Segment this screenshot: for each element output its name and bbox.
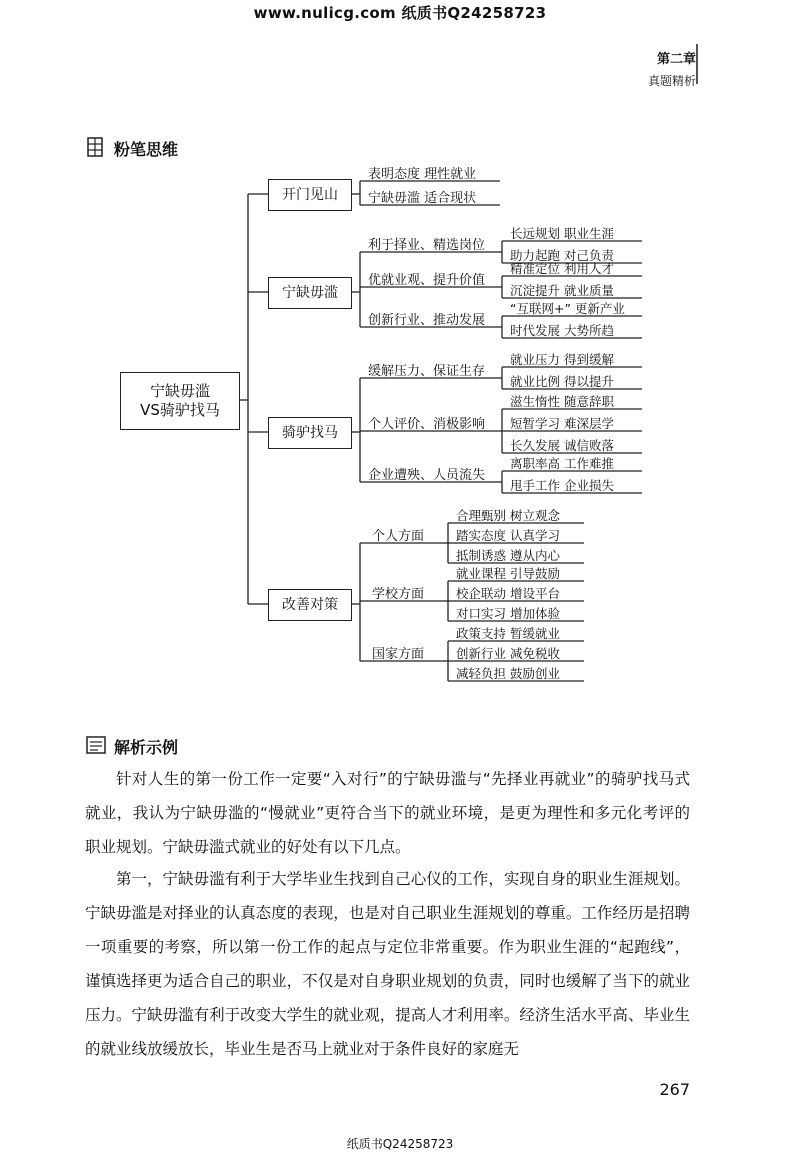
leaf-item: “互联网+” 更新产业 bbox=[510, 301, 625, 316]
leaf-item: 对口实习 增加体验 bbox=[456, 606, 560, 621]
leaf-item: 沉淀提升 就业质量 bbox=[510, 283, 614, 298]
root-node: 宁缺毋滥 VS骑驴找马 bbox=[120, 372, 240, 430]
leaf-item: 助力起跑 对己负责 bbox=[510, 248, 614, 263]
sub-item: 学校方面 bbox=[372, 587, 425, 602]
sub-item: 个人方面 bbox=[372, 529, 425, 544]
sub-item: 缓解压力、保证生存 bbox=[368, 364, 486, 379]
analysis-icon bbox=[86, 736, 106, 754]
leaf-item: 就业比例 得以提升 bbox=[510, 374, 614, 389]
leaf-item: 短暂学习 难深层学 bbox=[510, 416, 614, 431]
branch-node: 开门见山 bbox=[268, 179, 352, 211]
leaf-item: 滋生惰性 随意辞职 bbox=[510, 394, 614, 409]
leaf-item: 长久发展 诚信败落 bbox=[510, 438, 614, 453]
leaf-item: 就业压力 得到缓解 bbox=[510, 352, 614, 367]
sub-item: 利于择业、精选岗位 bbox=[368, 238, 486, 253]
leaf-item: 长远规划 职业生涯 bbox=[510, 226, 614, 241]
sub-item: 优就业观、提升价值 bbox=[368, 273, 486, 288]
leaf-item: 抵制诱惑 遵从内心 bbox=[456, 548, 560, 563]
leaf-item: 合理甄别 树立观念 bbox=[456, 508, 560, 523]
branch-node: 骑驴找马 bbox=[268, 417, 352, 449]
leaf-item: 精准定位 利用人才 bbox=[510, 261, 614, 276]
leaf-item: 政策支持 暂缓就业 bbox=[456, 626, 560, 641]
sub-item: 创新行业、推动发展 bbox=[368, 313, 486, 328]
sub-item: 个人评价、消极影响 bbox=[368, 417, 486, 432]
leaf-item: 校企联动 增设平台 bbox=[456, 586, 560, 601]
sub-item: 国家方面 bbox=[372, 647, 425, 662]
sub-item: 表明态度 理性就业 bbox=[368, 167, 477, 182]
branch-node: 宁缺毋滥 bbox=[268, 277, 352, 309]
chapter-subtitle: 真题精析 bbox=[647, 74, 696, 88]
leaf-item: 创新行业 减免税收 bbox=[456, 646, 560, 661]
leaf-item: 踏实态度 认真学习 bbox=[456, 528, 560, 543]
watermark-header: www.nulicg.com 纸质书Q24258723 bbox=[253, 4, 547, 22]
analysis-paragraph-2: 第一，宁缺毋滥有利于大学毕业生找到自己心仪的工作，实现自身的职业生涯规划。宁缺毋滥是对择业的认真态度的表现，也是对自己职业生涯规划的尊重。工作经历是招聘一项重要的考察，所以第一份工作的起点与定位非常重要。作为职业生涯的“起跑线”，谨慎选择更为适合自己的职业，不仅是对自身职业规划的负责，同时也缓解了当下的就业压力。宁缺毋滥有利于改变大学生的就业观，提高人才利用率。经济生活水平高、毕业生的就业线放缓放长，毕业生是否马上就业对于条件良好的家庭无 bbox=[85, 870, 690, 1058]
leaf-item: 减轻负担 鼓励创业 bbox=[456, 666, 560, 681]
footer-watermark: 纸质书Q24258723 bbox=[346, 1137, 454, 1151]
analysis-paragraph-1: 针对人生的第一份工作一定要“入对行”的宁缺毋滥与“先择业再就业”的骑驴找马式就业，我认为宁缺毋滥的“慢就业”更符合当下的就业环境，是更为理性和多元化考评的职业规划。宁缺毋滥式就业的好处有以下几点。 bbox=[85, 770, 690, 856]
leaf-item: 就业课程 引导鼓励 bbox=[456, 566, 560, 581]
leaf-item: 甩手工作 企业损失 bbox=[510, 478, 614, 493]
sub-item: 宁缺毋滥 适合现状 bbox=[368, 191, 477, 206]
analysis-section-title: 解析示例 bbox=[114, 738, 179, 757]
mindmap-section-title: 粉笔思维 bbox=[114, 140, 179, 159]
page-number: 267 bbox=[659, 1080, 690, 1099]
leaf-item: 时代发展 大势所趋 bbox=[510, 323, 614, 338]
sub-item: 企业遭殃、人员流失 bbox=[368, 468, 486, 483]
chapter-label: 第二章 bbox=[656, 52, 696, 67]
leaf-item: 离职率高 工作难推 bbox=[510, 456, 614, 471]
branch-node: 改善对策 bbox=[268, 589, 352, 621]
